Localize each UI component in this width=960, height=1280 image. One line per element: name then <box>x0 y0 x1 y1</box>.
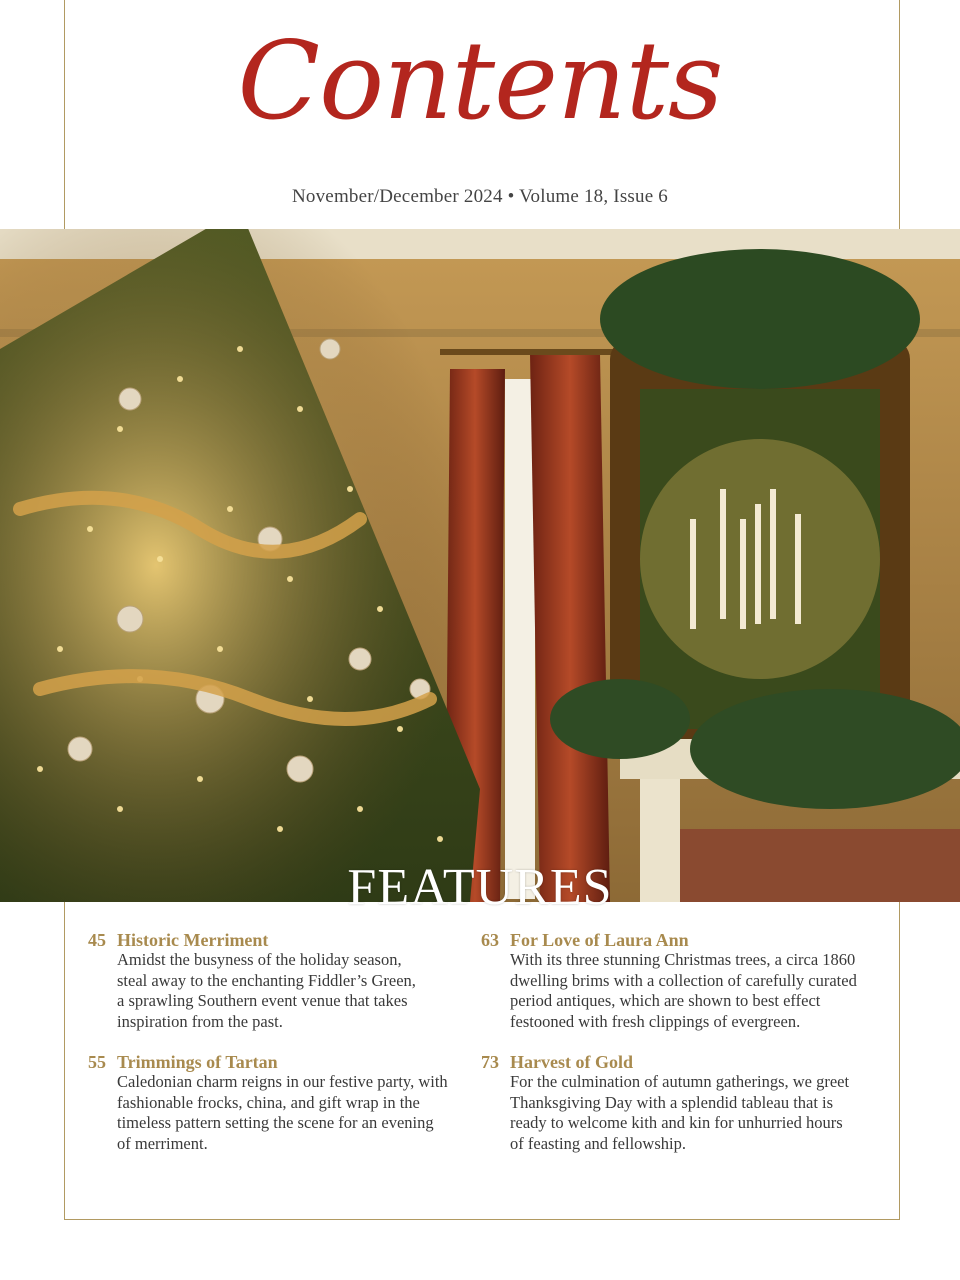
description-line: fashionable frocks, china, and gift wrap in the <box>117 1092 420 1112</box>
description-line: dwelling brims with a collection of carefully curated <box>510 970 857 990</box>
feature-description <box>117 1072 488 1154</box>
feature-page-number: 45 <box>88 930 106 950</box>
feature-title[interactable]: Trimmings of Tartan <box>117 1052 278 1072</box>
description-line: of merriment. <box>117 1133 208 1153</box>
features-column-right <box>481 930 881 1174</box>
feature-description <box>510 1072 881 1154</box>
features-column-left <box>88 930 488 1174</box>
feature-entry[interactable] <box>88 930 488 1032</box>
description-line: For the culmination of autumn gatherings, we greet <box>510 1072 850 1091</box>
feature-description <box>117 950 488 1032</box>
description-line: Amidst the busyness of the holiday season, <box>117 950 402 969</box>
feature-title[interactable]: For Love of Laura Ann <box>510 930 689 950</box>
description-line: inspiration from the past. <box>117 1011 283 1031</box>
feature-page-number: 55 <box>88 1052 106 1072</box>
description-line: steal away to the enchanting Fiddler’s Green, <box>117 970 416 990</box>
hero-photo <box>0 229 960 902</box>
description-line: of feasting and fellowship. <box>510 1133 686 1153</box>
description-line: Caledonian charm reigns in our festive party, with <box>117 1072 448 1091</box>
feature-entry[interactable] <box>88 1052 488 1154</box>
issue-line: November/December 2024 • Volume 18, Issue 6 <box>291 186 668 207</box>
page-title: Contents <box>237 19 723 144</box>
feature-title[interactable]: Harvest of Gold <box>510 1052 633 1072</box>
feature-entry[interactable] <box>481 930 881 1032</box>
description-line: a sprawling Southern event venue that takes <box>117 991 408 1010</box>
christmas-tree-room-illustration <box>0 229 960 902</box>
description-line: Thanksgiving Day with a splendid tableau that is <box>510 1092 834 1112</box>
description-line: period antiques, which are shown to best effect <box>510 991 821 1010</box>
features-heading: FEATURES <box>347 859 613 916</box>
feature-page-number: 63 <box>481 930 499 950</box>
feature-page-number: 73 <box>481 1052 499 1072</box>
feature-description <box>510 950 881 1032</box>
feature-title[interactable]: Historic Merriment <box>117 930 269 950</box>
description-line: ready to welcome kith and kin for unhurried hours <box>510 1113 843 1132</box>
description-line: festooned with fresh clippings of evergreen. <box>510 1011 801 1031</box>
description-line: timeless pattern setting the scene for an evening <box>117 1113 434 1132</box>
description-line: With its three stunning Christmas trees, a circa 1860 <box>510 950 856 969</box>
feature-entry[interactable] <box>481 1052 881 1154</box>
